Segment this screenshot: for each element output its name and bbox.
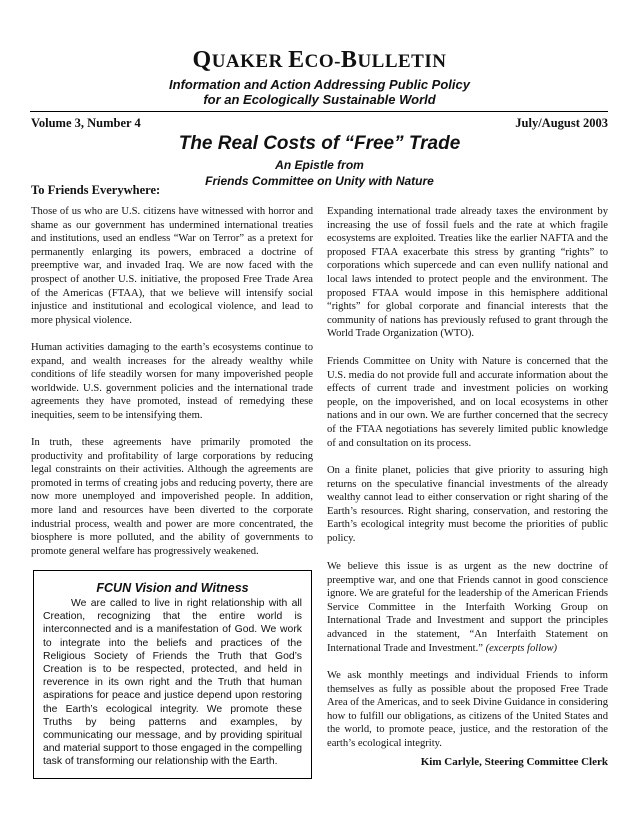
volume-number: Volume 3, Number 4 [31,116,141,130]
signature: Kim Carlyle, Steering Committee Clerk [420,756,608,768]
right-paragraph-1: Expanding international trade already taxes the environment by increasing the use of fossil fuels and the rate at which fragile ecosystems are exploited. Treaties like the earlier NAFTA and the proposed FTAA exacerbate this stress by granting “rights” to corporations which supercede and can even nullify national and local laws intended to protect people and the environment. The proposed FTAA would impose in this hemisphere additional “rights” for global corporate and financial interests that the community of nations has previously refused to grant through the World Trade Organization (WTO). [327,206,608,340]
right-paragraph-5: We ask monthly meetings and individual Friends to inform themselves as fully as possible about the proposed Free Trade Area of the Americas, and to seek Divine Guidance in considering how to fulfill our obligations, as citizens of the United States and the world, to promote peace, justice, and the restoration of the earth’s ecological integrity. [327,670,608,749]
article-headline: The Real Costs of “Free” Trade [178,133,461,154]
article-subhead-2: Friends Committee on Unity with Nature [205,174,434,188]
article-subhead-1: An Epistle from [275,158,364,172]
box-body: We are called to live in right relationship with all Creation, recognizing that the entire world is interconnected and is a manifestation of God. We work to integrate into the beliefs and practices of the Religious Society of Friends the Truth that God’s Creation is to be respected, protected, and held in reverence in its own right and the Truth that human aspirations for peace and justice depend upon restoring the Earth’s ecological integrity. We promote these Truths by being patterns and examples, by communicating our message, and by providing spiritual and material support to those engaged in the compelling task of transforming our relationship with the Earth. [43,598,302,768]
tagline-line-1: Information and Action Addressing Public Policy [169,77,470,92]
right-paragraph-2: Friends Committee on Unity with Nature is concerned that the U.S. media do not provide full and accurate information about the effects of current trade and investment policies on working people, on the impoverished, and on local ecosystems in other nations and in our own. We are further concerned that the secrecy of the FTAA negotiations has severely limited public knowledge of and consultation on its process. [327,356,608,449]
right-paragraph-3: On a finite planet, policies that give priority to assuring high returns on the speculative financial investments of the already wealthy cannot lead to either conservation or right sharing of the Earth’s resources. Right sharing, conservation, and restoring the Earth’s ecological integrity must become the priorities of public policy. [327,465,608,544]
tagline-line-2: for an Ecologically Sustainable World [203,92,436,107]
excerpt-note: (excerpts follow) [485,642,558,654]
left-paragraph-3: In truth, these agreements have primarily promoted the productivity and profitability of large corporations by reducing legal constraints on their activities. Although the agreements are promoted in terms of creating jobs and reducing poverty, there are now more unemployed and impoverished people. In addition, more land and resources have been diverted to the corporate industrial process, wealth and power are more concentrated, the biosphere is more polluted, and the ability of governments to promote general welfare has progressively weakened. [31,437,313,557]
vision-witness-box [33,570,312,779]
issue-date: July/August 2003 [515,116,608,130]
box-title: FCUN Vision and Witness [96,581,249,595]
left-paragraph-2: Human activities damaging to the earth’s ecosystems continue to expand, and wealth increases for the already wealthy while conditions of life steadily worsen for many impoverished people worldwide. U.S. government policies and the international trade agreements they have promoted, instead of remedying these inequities, seem to be intensifying them. [31,342,313,421]
right-paragraph-4 [327,560,608,655]
newsletter-title: QUAKER ECO-BULLETIN [192,47,447,73]
salutation: To Friends Everywhere: [31,183,161,197]
right-paragraph-4-text: We believe this issue is as urgent as the new doctrine of preemptive war, and one that Friends cannot in good conscience ignore. We are grateful for the leadership of the American Friends Service Committee in the Interfaith Working Group on International Trade and Investment and support the principles advanced in the statement, “An Interfaith Statement on International Trade and Investment.” [327,561,608,654]
left-paragraph-1: Those of us who are U.S. citizens have witnessed with horror and shame as our government has undermined international treaties and institutions, used an endless “War on Terror” as a pretext for permanently enlarging its powers, embraced a doctrine of preemptive war, and invaded Iraq. We are now faced with the prospect of another U.S. initiative, the proposed Free Trade Area of the Americas (FTAA), that we believe will intensify social injustice and institutional and ecological violence, and lead to more physical violence. [31,206,313,326]
masthead-divider [30,111,608,112]
